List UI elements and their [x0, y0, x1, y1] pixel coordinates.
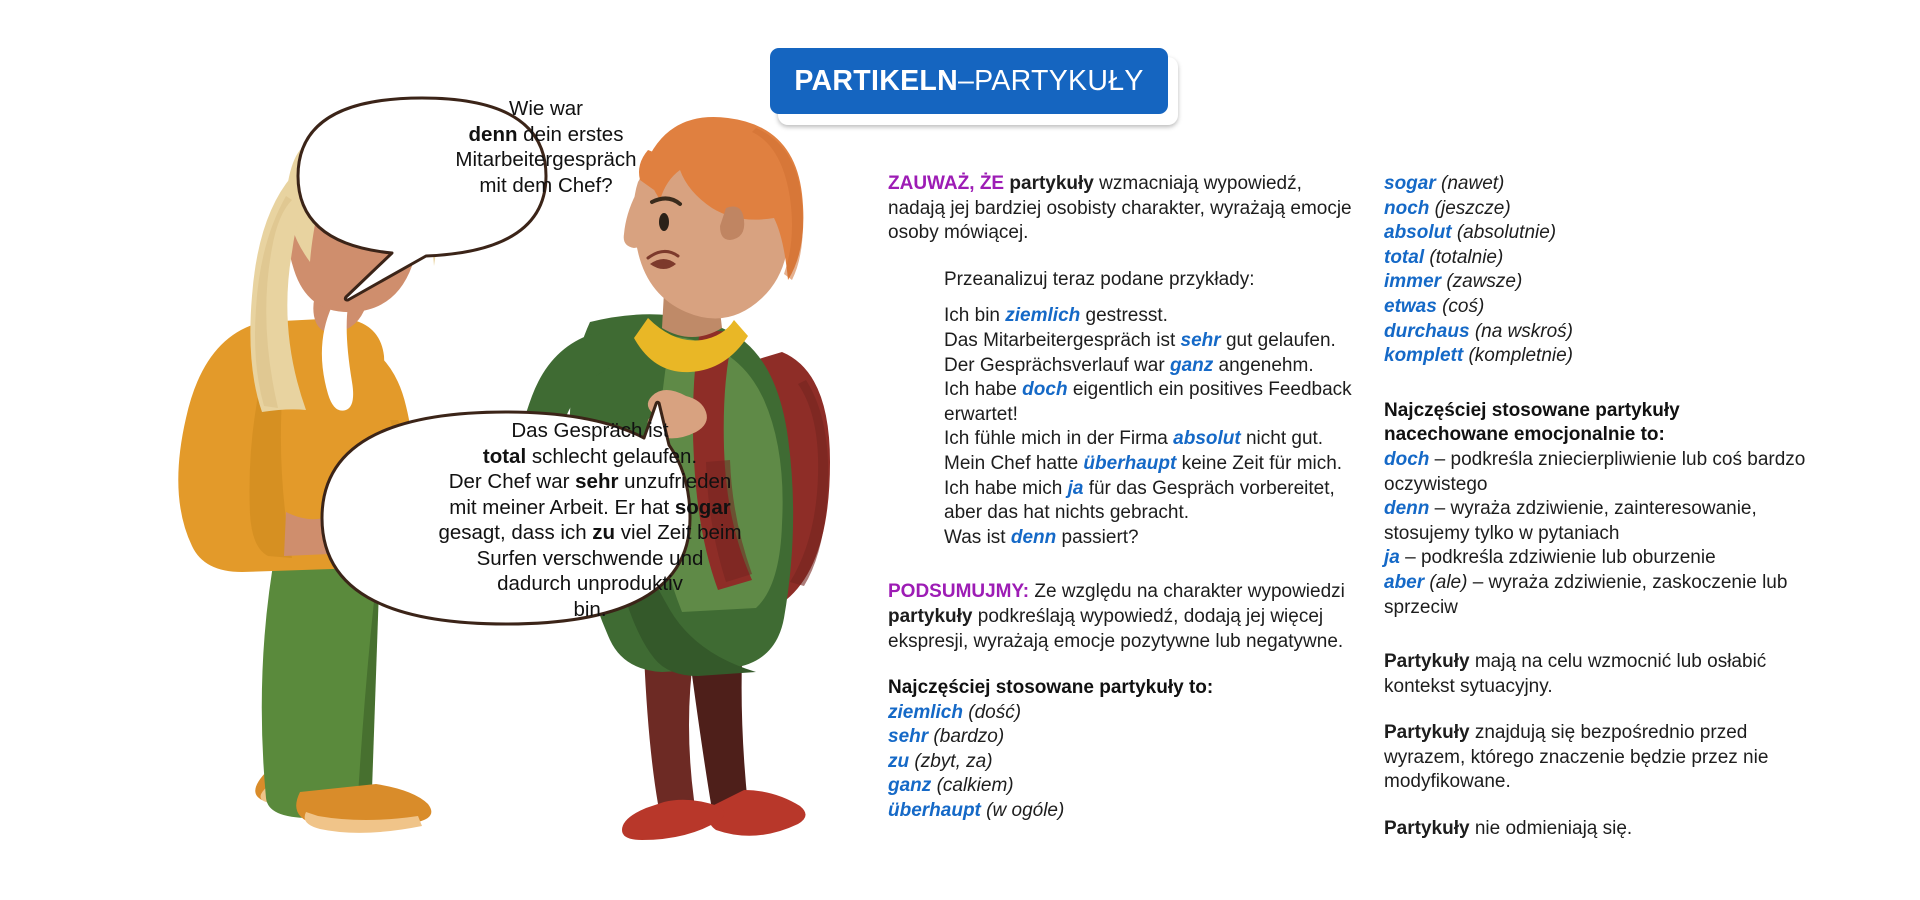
emotional-heading-line2: nacechowane emocjonalnie to:: [1384, 424, 1665, 446]
list-item: [1384, 270, 1814, 295]
cont-4-pl: (zawsze): [1446, 271, 1523, 293]
common-3-pl: (calkiem): [936, 775, 1014, 797]
list-item: [1384, 571, 1814, 620]
cont-3-de: total: [1384, 246, 1425, 268]
list-item: [888, 725, 1358, 750]
cont-1-de: noch: [1384, 197, 1430, 219]
example-3-particle: doch: [1022, 379, 1068, 401]
cont-0-de: sogar: [1384, 173, 1436, 194]
list-item: [888, 701, 1358, 726]
example-0-after: gestresst.: [1080, 305, 1168, 327]
list-item: [1384, 546, 1814, 571]
bubble2-line3b: unzufrieden: [618, 470, 732, 493]
bubble2-line8: bin.: [573, 597, 607, 621]
speech-bubble-man: [322, 402, 690, 624]
note-0-bold: Partykuły: [1384, 651, 1470, 673]
cont-7-pl: (kompletnie): [1468, 345, 1574, 367]
example-7-particle: denn: [1010, 526, 1057, 548]
characters-illustration: [0, 0, 880, 900]
summary-text-b: podkreślają wypowiedź, dodają jej więcej ekspresji, wyrażają emocje pozytywne lub negatywne.: [888, 605, 1344, 652]
summary-heading: PODSUMUJMY:: [888, 581, 1030, 603]
example-1-particle: sehr: [1180, 329, 1221, 351]
bubble2-line5a: gesagt, dass ich: [438, 521, 593, 544]
bubble2-particle-zu: zu: [592, 521, 616, 544]
common-4-pl: (w ogóle): [986, 800, 1065, 822]
bubble1-line4: mit dem Chef?: [479, 173, 613, 197]
cont-2-de: absolut: [1384, 222, 1452, 244]
emotional-particles-list: [1384, 399, 1814, 620]
list-item: [1384, 448, 1814, 497]
example-row: [944, 304, 1358, 329]
common-1-de: sehr: [888, 726, 929, 748]
intro-text: wzmacniają wypowiedź, nadają jej bardziej osobisty charakter, wyrażają emocje osoby mówiącej.: [888, 173, 1352, 244]
cont-0-pl: (nawet): [1441, 173, 1505, 194]
examples-list: [888, 304, 1358, 550]
list-item: [1384, 295, 1814, 320]
common-particles-list: [888, 676, 1358, 824]
common-0-de: ziemlich: [888, 701, 963, 723]
note-paragraph: [1384, 817, 1814, 842]
list-item: [1384, 497, 1814, 546]
list-item: [1384, 246, 1814, 271]
right-column: [1384, 172, 1814, 842]
common-1-pl: (bardzo): [933, 726, 1005, 748]
cont-6-pl: (na wskroś): [1474, 320, 1573, 342]
bubble2-line6: Surfen verschwende und: [476, 546, 704, 570]
summary-bold-partykuly: partykuły: [888, 605, 973, 627]
bubble1-line2: dein erstes: [517, 122, 624, 146]
emo-3-de: aber: [1384, 571, 1425, 593]
title-separator: –: [957, 64, 975, 97]
bubble2-line2: schlecht gelaufen.: [526, 444, 698, 468]
cont-5-de: etwas: [1384, 295, 1437, 317]
bubble2-particle-sogar: sogar: [674, 495, 731, 519]
list-item: [1384, 197, 1814, 222]
cont-2-pl: (absolutnie): [1456, 222, 1557, 244]
common-2-pl: (zbyt, za): [914, 750, 993, 772]
cont-3-pl: (totalnie): [1429, 246, 1504, 268]
example-3-after: eigentlich ein positives Feedback erwartet!: [944, 379, 1352, 425]
title-german: PARTIKELN: [794, 64, 958, 97]
example-7-after: passiert?: [1056, 526, 1139, 548]
bubble1-line3: Mitarbeitergespräch: [455, 148, 637, 171]
example-4-particle: absolut: [1173, 428, 1241, 450]
emo-1-de: denn: [1384, 498, 1430, 520]
example-1-before: Das Mitarbeitergespräch ist: [944, 329, 1181, 351]
emo-2-desc: – podkreśla zdziwienie lub oburzenie: [1399, 547, 1716, 569]
list-item: [888, 799, 1358, 824]
example-5-before: Mein Chef hatte: [944, 452, 1084, 474]
common-particles-continued: [1384, 172, 1814, 369]
example-2-after: angenehm.: [1213, 354, 1314, 376]
intro-paragraph: [888, 172, 1358, 246]
example-row: [944, 354, 1358, 379]
example-6-particle: ja: [1067, 477, 1084, 499]
cont-1-pl: (jeszcze): [1434, 197, 1511, 219]
emotional-heading-line1: Najczęściej stosowane partykuły: [1384, 399, 1680, 421]
example-row: [944, 477, 1358, 526]
note-0-text: mają na celu wzmocnić lub osłabić kontekst sytuacyjny.: [1384, 651, 1767, 697]
example-row: [944, 452, 1358, 477]
emo-0-desc: – podkreśla zniecierpliwienie lub coś bardzo oczywistego: [1384, 448, 1806, 495]
example-5-after: keine Zeit für mich.: [1176, 452, 1343, 474]
note-2-text: nie odmieniają się.: [1469, 818, 1633, 840]
example-row: [944, 378, 1358, 427]
example-3-before: Ich habe: [944, 379, 1023, 401]
title-banner-inner: [770, 48, 1168, 114]
common-3-de: ganz: [888, 775, 932, 797]
bubble2-line7: dadurch unproduktiv: [497, 572, 683, 595]
middle-column: [888, 172, 1358, 824]
common-particles-heading: Najczęściej stosowane partykuły to:: [888, 677, 1214, 699]
list-item: [1384, 344, 1814, 369]
bubble2-line1: Das Gespräch ist: [511, 419, 669, 442]
bubble1-particle-denn: denn: [468, 122, 518, 146]
common-2-de: zu: [888, 750, 910, 772]
list-item: [888, 750, 1358, 775]
summary-text-a: Ze względu na charakter wypowiedzi: [1029, 581, 1345, 603]
examples-prompt: Przeanalizuj teraz podane przykłady:: [944, 268, 1255, 290]
cont-4-de: immer: [1384, 271, 1442, 293]
example-2-before: Der Gesprächsverlauf war: [944, 354, 1170, 376]
cont-6-de: durchaus: [1384, 320, 1470, 342]
title-polish: PARTYKUŁY: [974, 64, 1144, 97]
emo-2-de: ja: [1384, 547, 1400, 569]
bubble2-line4a: mit meiner Arbeit. Er hat: [449, 495, 675, 519]
common-4-de: überhaupt: [888, 800, 981, 822]
emo-3-desc: – wyraża zdziwienie, zaskoczenie lub sprzeciw: [1384, 571, 1788, 618]
example-5-particle: überhaupt: [1083, 452, 1177, 474]
bubble2-line5b: viel Zeit beim: [615, 521, 742, 544]
emo-1-desc: – wyraża zdziwienie, zainteresowanie, stosujemy tylko w pytaniach: [1384, 498, 1757, 544]
emo-3-gloss: (ale): [1424, 571, 1468, 593]
example-4-before: Ich fühle mich in der Firma: [944, 428, 1174, 450]
note-2-bold: Partykuły: [1384, 818, 1470, 840]
bubble2-particle-total: total: [482, 444, 527, 468]
list-item: [1384, 172, 1814, 197]
common-0-pl: (dość): [968, 701, 1022, 723]
note-1-bold: Partykuły: [1384, 722, 1470, 744]
summary-paragraph: [888, 580, 1358, 654]
list-item: [1384, 320, 1814, 345]
intro-bold-partykuly: partykuły: [1009, 173, 1094, 194]
example-2-particle: ganz: [1169, 354, 1214, 376]
bubble2-particle-sehr: sehr: [575, 470, 619, 493]
example-row: [944, 427, 1358, 452]
bubble2-line3a: Der Chef war: [448, 470, 576, 493]
bubble1-line1: Wie war: [508, 97, 584, 120]
note-1-text: znajdują się bezpośrednio przed wyrazem, którego znaczenie będzie przez nie modyfikowane.: [1384, 722, 1769, 793]
list-item: [1384, 221, 1814, 246]
example-6-before: Ich habe mich: [944, 477, 1068, 499]
example-6-after: für das Gespräch vorbereitet, aber das hat nichts gebracht.: [944, 477, 1335, 524]
cont-7-de: komplett: [1384, 345, 1464, 367]
cont-5-pl: (coś): [1442, 295, 1485, 317]
intro-heading: ZAUWAŻ, ŻE: [888, 173, 1005, 194]
example-0-before: Ich bin: [944, 305, 1006, 327]
example-row: [944, 526, 1358, 551]
example-0-particle: ziemlich: [1005, 305, 1081, 327]
title-banner: [770, 48, 1170, 118]
example-row: [944, 329, 1358, 354]
example-7-before: Was ist: [944, 526, 1011, 548]
list-item: [888, 774, 1358, 799]
note-paragraph: [1384, 650, 1814, 699]
emo-0-de: doch: [1384, 448, 1430, 470]
example-4-after: nicht gut.: [1240, 428, 1324, 450]
note-paragraph: [1384, 721, 1814, 795]
example-1-after: gut gelaufen.: [1220, 329, 1336, 351]
